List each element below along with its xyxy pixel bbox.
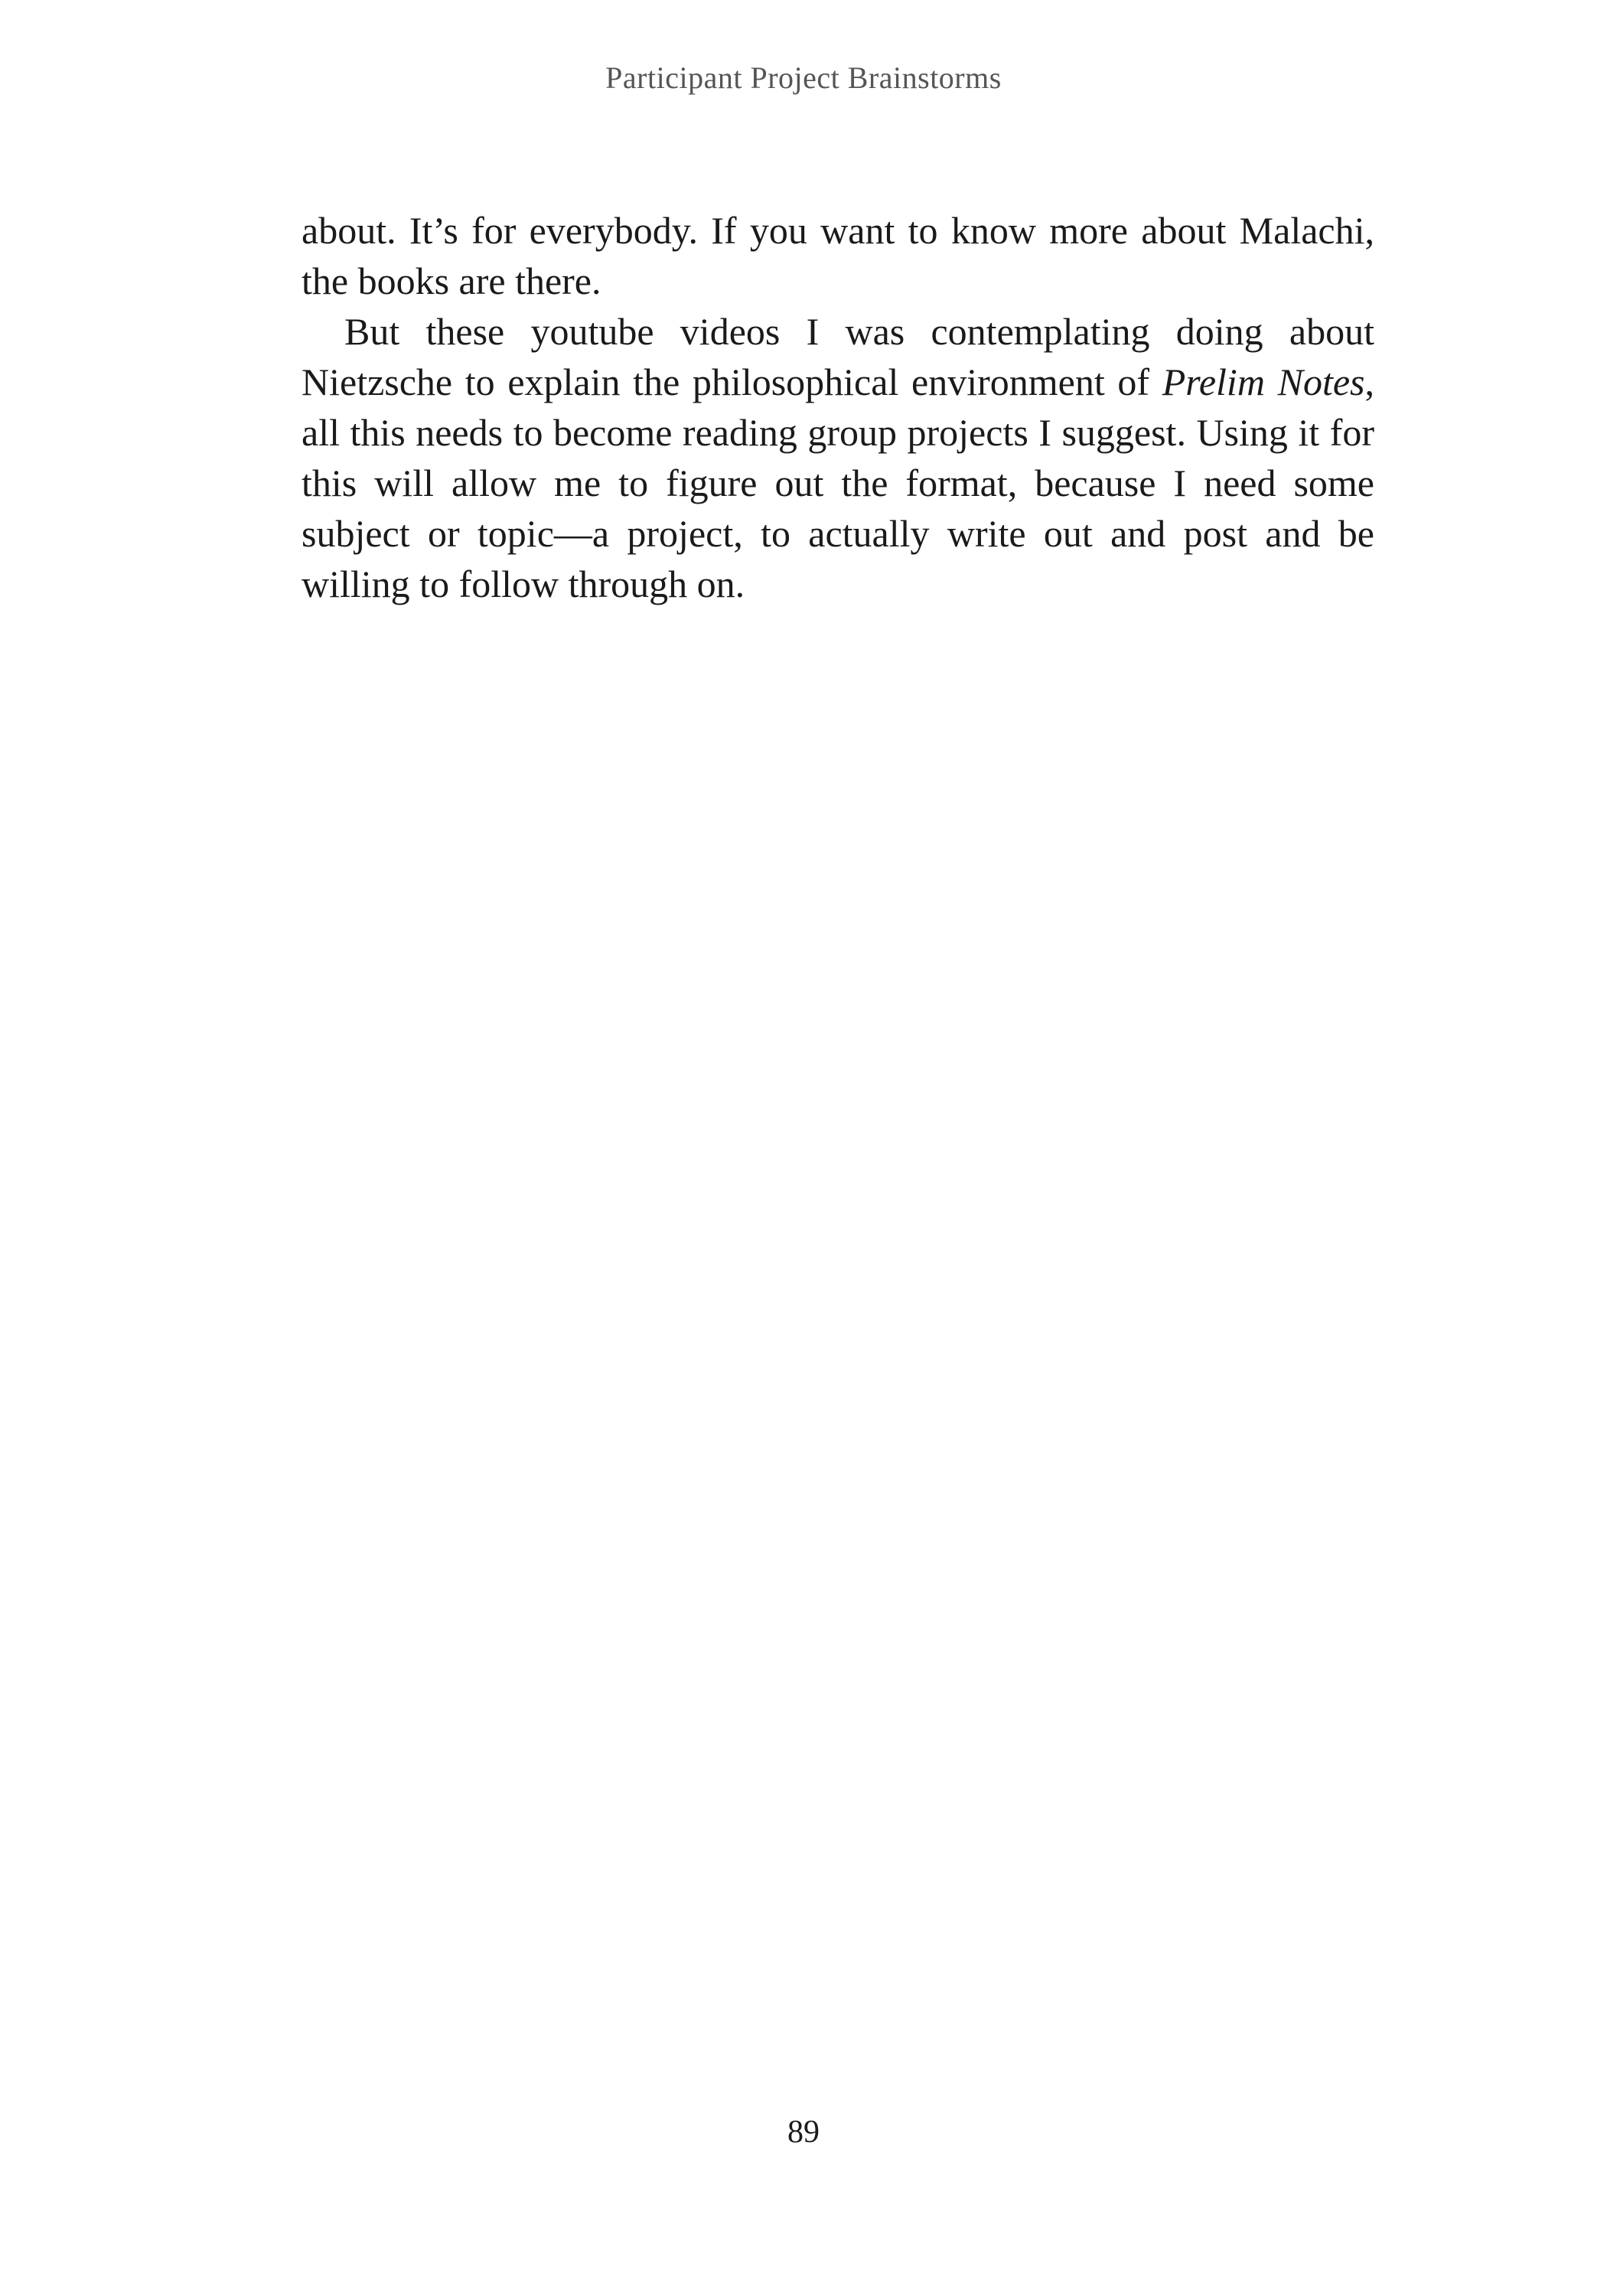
paragraph-text: But these youtube videos I was contemplating doing about Nietzsche to explain the philosophical environment of xyxy=(302,310,1374,403)
page-number: 89 xyxy=(787,2115,820,2150)
body-text xyxy=(302,205,1374,609)
paragraph xyxy=(302,306,1374,609)
paragraph-continuation: about. It’s for everybody. If you want to know more about Malachi, the books are there. xyxy=(302,209,1374,302)
paragraph-text-continued: , all this needs to become reading group projects I suggest. Using it for this will allow me to figure out the format, because I need some subject or topic—a project, to actually write out and post and be willing to follow through on. xyxy=(302,360,1374,605)
running-header: Participant Project Brainstorms xyxy=(605,60,1002,95)
book-title-italic: Prelim Notes xyxy=(1162,360,1365,403)
